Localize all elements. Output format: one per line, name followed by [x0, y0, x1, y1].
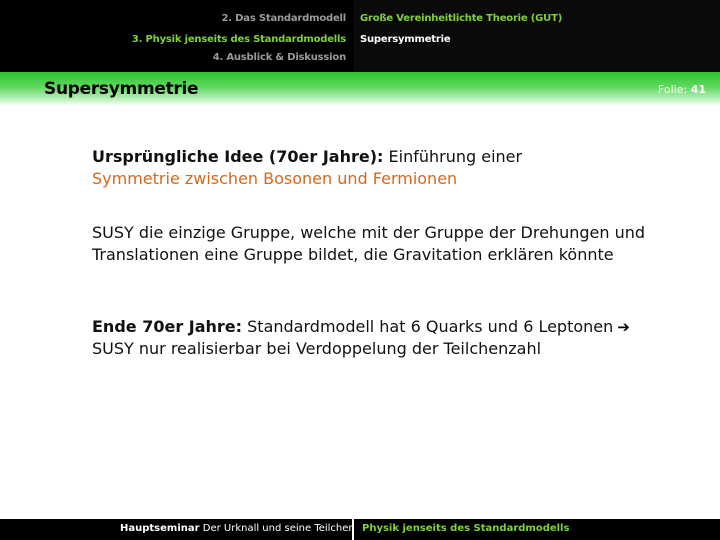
- slide-number-value: 41: [690, 83, 706, 96]
- paragraph-text-after: SUSY nur realisierbar bei Verdoppelung der Teilchenzahl: [92, 339, 542, 358]
- nav-subsection-supersymmetrie[interactable]: Supersymmetrie: [360, 34, 451, 45]
- highlight-text: Symmetrie zwischen Bosonen und Fermionen: [92, 169, 458, 188]
- slide-number: [658, 83, 706, 96]
- paragraph-text: Standardmodell hat 6 Quarks und 6 Leptonen: [242, 317, 614, 336]
- paragraph-label: Ende 70er Jahre:: [92, 317, 243, 336]
- paragraph-text: Einführung einer: [383, 147, 523, 166]
- paragraph-label: Ursprüngliche Idee (70er Jahre):: [92, 147, 384, 166]
- nav-section-standardmodell[interactable]: 2. Das Standardmodell: [221, 13, 346, 24]
- slide-title: Supersymmetrie: [44, 79, 199, 99]
- paragraph-end-70s: [92, 316, 652, 360]
- footer-label: Hauptseminar: [120, 523, 200, 534]
- paragraph-susy-group: [92, 222, 652, 266]
- nav-section-physik-jenseits[interactable]: 3. Physik jenseits des Standardmodells: [131, 34, 346, 45]
- footer-title: Der Urknall und seine Teilchen: [199, 523, 355, 534]
- nav-subsection-gut[interactable]: Große Vereinheitlichte Theorie (GUT): [360, 13, 563, 24]
- footer-seminar: [120, 523, 355, 534]
- footer-section: Physik jenseits des Standardmodells: [362, 523, 570, 534]
- right-arrow-icon: ➔: [617, 318, 630, 336]
- paragraph-original-idea: [92, 146, 612, 190]
- paragraph-text: SUSY die einzige Gruppe, welche mit der Gruppe der Drehungen und Translationen eine Gruppe bildet, die Gravitation erklären könnte: [92, 223, 646, 264]
- nav-section-ausblick[interactable]: 4. Ausblick & Diskussion: [212, 52, 346, 63]
- slide-number-label: Folie:: [657, 83, 688, 96]
